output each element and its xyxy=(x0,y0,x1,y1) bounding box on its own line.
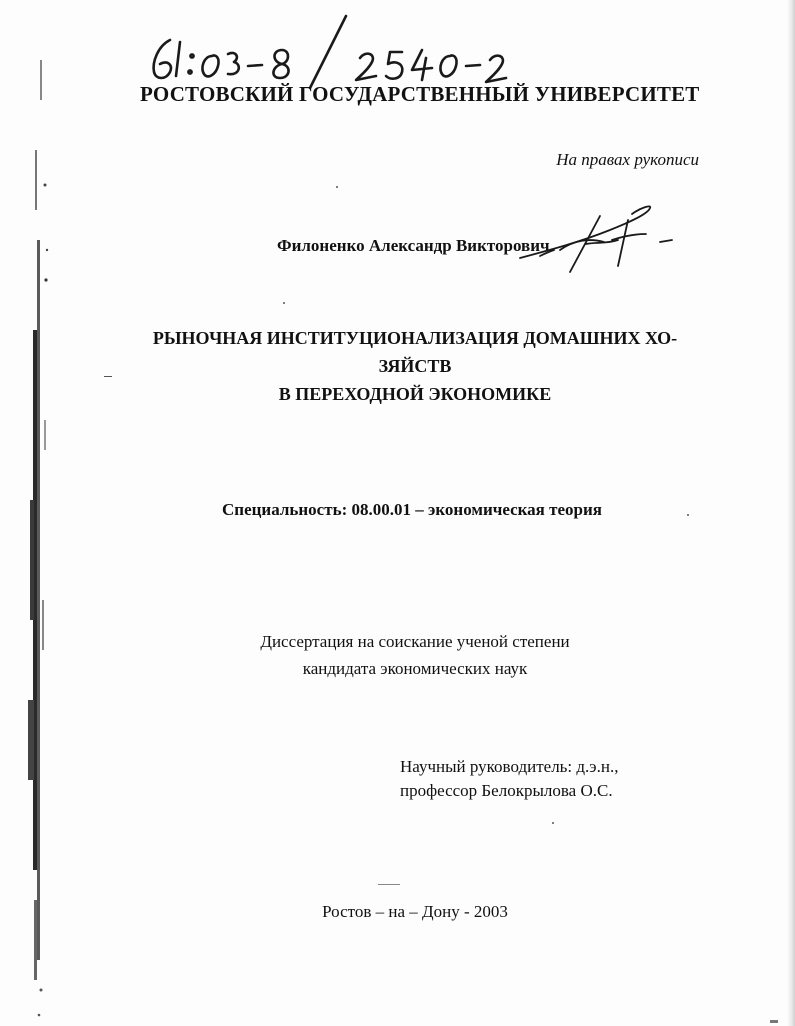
manuscript-rights-note: На правах рукописи xyxy=(556,150,699,169)
scan-speck xyxy=(770,1020,778,1023)
scientific-supervisor xyxy=(400,755,618,803)
title-line-1: РЫНОЧНАЯ ИНСТИТУЦИОНАЛИЗАЦИЯ ДОМАШНИХ ХО- xyxy=(152,328,678,348)
scan-speck xyxy=(378,884,400,885)
author-name: Филоненко Александр Викторович xyxy=(277,236,550,255)
place-and-year: Ростов – на – Дону - 2003 xyxy=(322,902,508,921)
supervisor-line-2: профессор Белокрылова О.С. xyxy=(400,781,613,800)
catalog-code-text: 61:03-8/2540-2 xyxy=(140,10,147,11)
scanned-binding-edge xyxy=(0,0,60,1026)
scan-speck xyxy=(687,514,689,516)
title-line-2: ЗЯЙСТВ xyxy=(378,356,452,376)
handwritten-catalog-code xyxy=(140,10,520,92)
scan-speck xyxy=(552,822,554,824)
title-line-3: В ПЕРЕХОДНОЙ ЭКОНОМИКЕ xyxy=(278,384,552,404)
degree-statement xyxy=(150,628,680,682)
scanned-right-edge xyxy=(787,0,795,1026)
supervisor-line-1: Научный руководитель: д.э.н., xyxy=(400,757,619,776)
degree-line-1: Диссертация на соискание ученой степени xyxy=(260,632,570,651)
university-name: РОСТОВСКИЙ ГОСУДАРСТВЕННЫЙ УНИВЕРСИТЕТ xyxy=(140,82,700,106)
specialty-line: Специальность: 08.00.01 – экономическая теория xyxy=(222,500,602,519)
degree-line-2: кандидата экономических наук xyxy=(302,659,528,678)
handwritten-signature xyxy=(500,200,680,280)
scan-speck xyxy=(336,186,338,188)
scan-speck xyxy=(104,376,112,377)
dissertation-title xyxy=(150,324,680,408)
scan-speck xyxy=(283,302,285,304)
